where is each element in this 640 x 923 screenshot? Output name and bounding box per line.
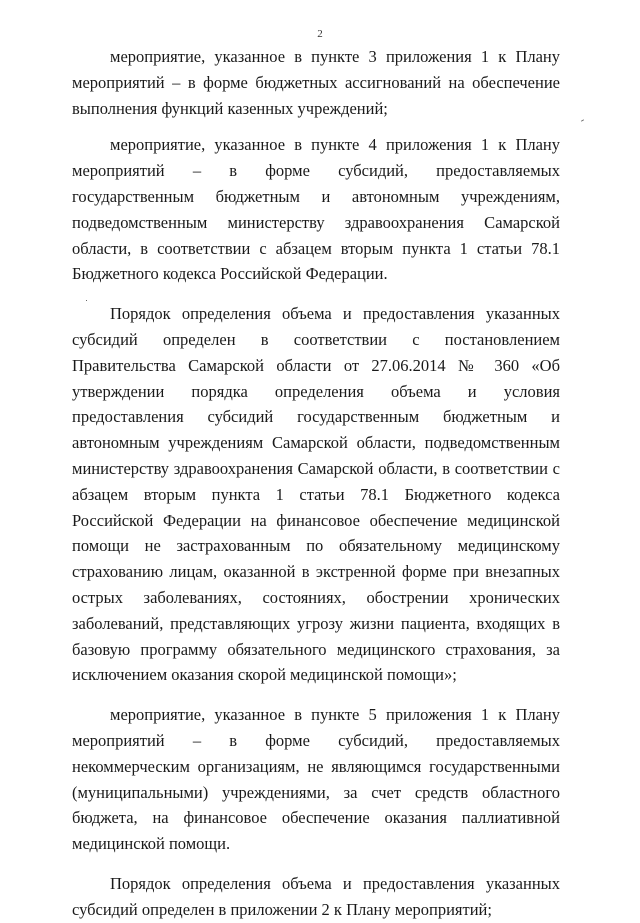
paragraph-item-3: мероприятие, указанное в пункте 3 приложения 1 к Плану мероприятий – в форме бюджетных ассигнований на обеспечение выполнения функций казенных учреждений; bbox=[72, 47, 560, 118]
page-number: 2 bbox=[317, 28, 323, 40]
document-body bbox=[72, 44, 560, 923]
paragraph-item-4: мероприятие, указанное в пункте 4 приложения 1 к Плану мероприятий – в форме субсидий, предоставляемых государственным бюджетным и автономным учреждениям, подведомственным министерству здравоохранения Самарской области, в соответствии с абзацем вторым пункта 1 статьи 78.1 Бюджетного кодекса Российской Федерации. bbox=[72, 135, 560, 284]
paragraph-item-5: мероприятие, указанное в пункте 5 приложения 1 к Плану мероприятий – в форме субсидий, предоставляемых некоммерческим организациям, не являющимся государственными (муниципальными) учреждениями, за счет средств областного бюджета, на финансовое обеспечение оказания паллиативной медицинской помощи. bbox=[72, 705, 560, 854]
paragraph-subsidy-procedure-appendix: Порядок определения объема и предоставления указанных субсидий определен в приложении 2 к Плану мероприятий; bbox=[72, 873, 560, 919]
paragraph-subsidy-procedure-resolution: Порядок определения объема и предоставления указанных субсидий определен в соответствии с постановлением Правительства Самарской области от 27.06.2014 № 360 «Об утверждении порядка определения объема и условия предоставления субсидий государственным бюджетным и автономным учреждениям Самарской области, подведомственным министерству здравоохранения Самарской области, в соответствии с абзацем вторым пункта 1 статьи 78.1 Бюджетного кодекса Российской Федерации на финансовое обеспечение медицинской помощи не застрахованным по обязательному медицинскому страхованию лицам, оказанной в экстренной форме при внезапных острых заболеваниях, состояниях, обострении хронических заболеваний, представляющих угрозу жизни пациента, входящих в базовую программу обязательного медицинского страхования, за исключением оказания скорой медицинской помощи»; bbox=[72, 304, 560, 685]
scan-speck bbox=[581, 119, 584, 121]
scan-speck bbox=[86, 300, 87, 301]
